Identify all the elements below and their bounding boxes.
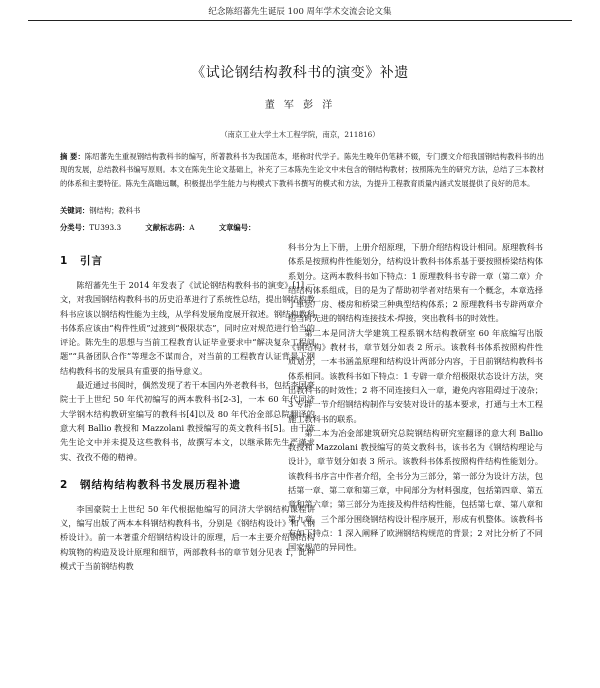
paper-title: 《试论钢结构教科书的演变》补遗 [191,65,409,81]
section-heading-1: 1 引言 [60,255,103,267]
keywords-label: 关键词： [60,206,90,215]
keywords [60,206,140,216]
abstract-text: 陈绍蕃先生重视钢结构教科书的编写，所著教科书为我国范本，堪称时代学子。陈先生晚年仍笔耕不辍，专门撰文介绍我国钢结构教科书的出现的发展，总结教科书编写原则。本文在陈先生论文基础上，补充了三本陈先生论文中未包含的钢结构教材；按照陈先生的研究方法，总结了三本教材的体系和主要特征。陈先生高瞻远瞩，积极提出学生能力与构模式下教科书撰写的模式和方法，为提升工程教育质量内涵式发展提供了良好的范本。 [60,152,544,188]
running-header: 纪念陈绍蕃先生诞辰 100 周年学术交流会论文集 [28,4,572,21]
abstract [60,150,544,190]
abstract-label: 摘 要： [60,152,85,161]
paragraph-history-1: 李国豪院士上世纪 50 年代根据他编写的同济大学钢结构课程讲义，编写出版了两本本科钢结构教科书，分别是《钢结构设计》和《钢桥设计》。前一本著重介绍钢结构设计的原理，后一本主要介绍钢结构构筑物的构造及设计原理和细节，两部教科书的章节划分见表 1，此种模式于当前钢结构教 [60,503,315,572]
clc-code: 分类号：TU393.3 [60,223,122,232]
affiliation: （南京工业大学土木工程学院，南京，211816） [220,130,380,139]
classification-line [60,223,360,233]
article-number: 文章编号： [218,223,256,232]
paragraph-intro-1: 陈绍蕃先生于 2014 年发表了《试论钢结构教科书的演变》[1] 一文，对我国钢结构教科书的历史沿革进行了系统性总结，提出钢结构教科书应该以钢结构性能为主线，从学科发展角度展开叙述。钢结构教科书体系应该由“构件性质”过渡到“极限状态”，同时应对规范进行恰当的评论。陈先生的思想与当前工程教育认证毕业要求中“解决复杂工程问题”“具备团队合作”等理念不谋而合，对当前的工程教育认证背景下钢结构教科书的发展具有重要的指导意义。 [60,280,315,376]
section-heading-2: 2 钢结构结构教科书发展历程补遗 [60,478,241,491]
paragraph-continued: 科书分为上下册，上册介绍原理，下册介绍结构设计相同。原理教科书体系是按照构件性能划分，结构设计教科书体系基于要按照桥梁结构体系划分。这两本教科书如下特点：1 原理教科书专辟一章（第二章）介绍结构体系组成，目的是为了帮助初学者对结果有一个概念，本章选择了单层厂房、楼房和桥梁三种典型结构体系；2 原理教科书专辟两章介绍当时先进的钢结构连接技术-焊接，突出教科书的时效性。 [288,242,543,324]
keywords-text: 钢结构；教科书 [89,206,141,215]
paragraph-intro-2: 最近通过书阅时，偶然发现了若干本国内外老教科书，包括李国豪院士于上世纪 50 年代初编写的两本教科书[2-3]，一本 60 年代同济大学钢木结构教研室编写的教科书[4]以及 80 年代冶金部总院翻译的意大利 Ballio 教授和 Mazzolani 教授编写的英文教科书[5]。由于陈先生论文中并未提及这些教科书，故撰写本文，以继承陈先生严谨求实、孜孜不倦的精神。 [60,380,315,462]
paragraph-third-book: 第二本为冶金部建筑研究总院钢结构研究室翻译的意大利 Ballio 教授和 Mazzolani 教授编写的英文教科书，该书名为《钢结构理论与设计》，章节划分如表 3 所示。该教科书体系按照构件结构性能划分。该教科书序言中作者介绍，全书分为三部分，第一部分为设计方法，包括第一章、第二章和第三章，中间部分为材料强度，包括第四章、第五章和第六章；第三部分为连接及构件结构性能，包括第七章、第八章和第九章，三个部分围绕钢结构设计程序展开，形成有机整体。该教科书有如下特点：1 深入阐释了欧洲钢结构规范的背景；2 对比分析了不同国家规范的异同性。 [288,427,543,553]
left-column [60,240,315,573]
authors: 董 军 彭 洋 [264,100,336,111]
doc-code: 文献标志码：A [145,223,195,232]
right-column [288,240,543,555]
paragraph-second-book: 第二本是同济大学建筑工程系钢木结构教研室 60 年底编写出版《钢结构》教材书，章节划分如表 2 所示。该教科书体系按照构件性质划分，一本书涵盖原理和结构设计两部分内容，于目前钢结构教科书体系相同。该教科书如下特点：1 专辟一章介绍极限状态设计方法，突出教科书的时效性；2 将不同连接归入一章，避免内容阻碍过于凌杂；3 专辟一节介绍钢结构制作与安装对设计的基本要求，打通与土木工程施工教科书的联系。 [288,327,543,424]
